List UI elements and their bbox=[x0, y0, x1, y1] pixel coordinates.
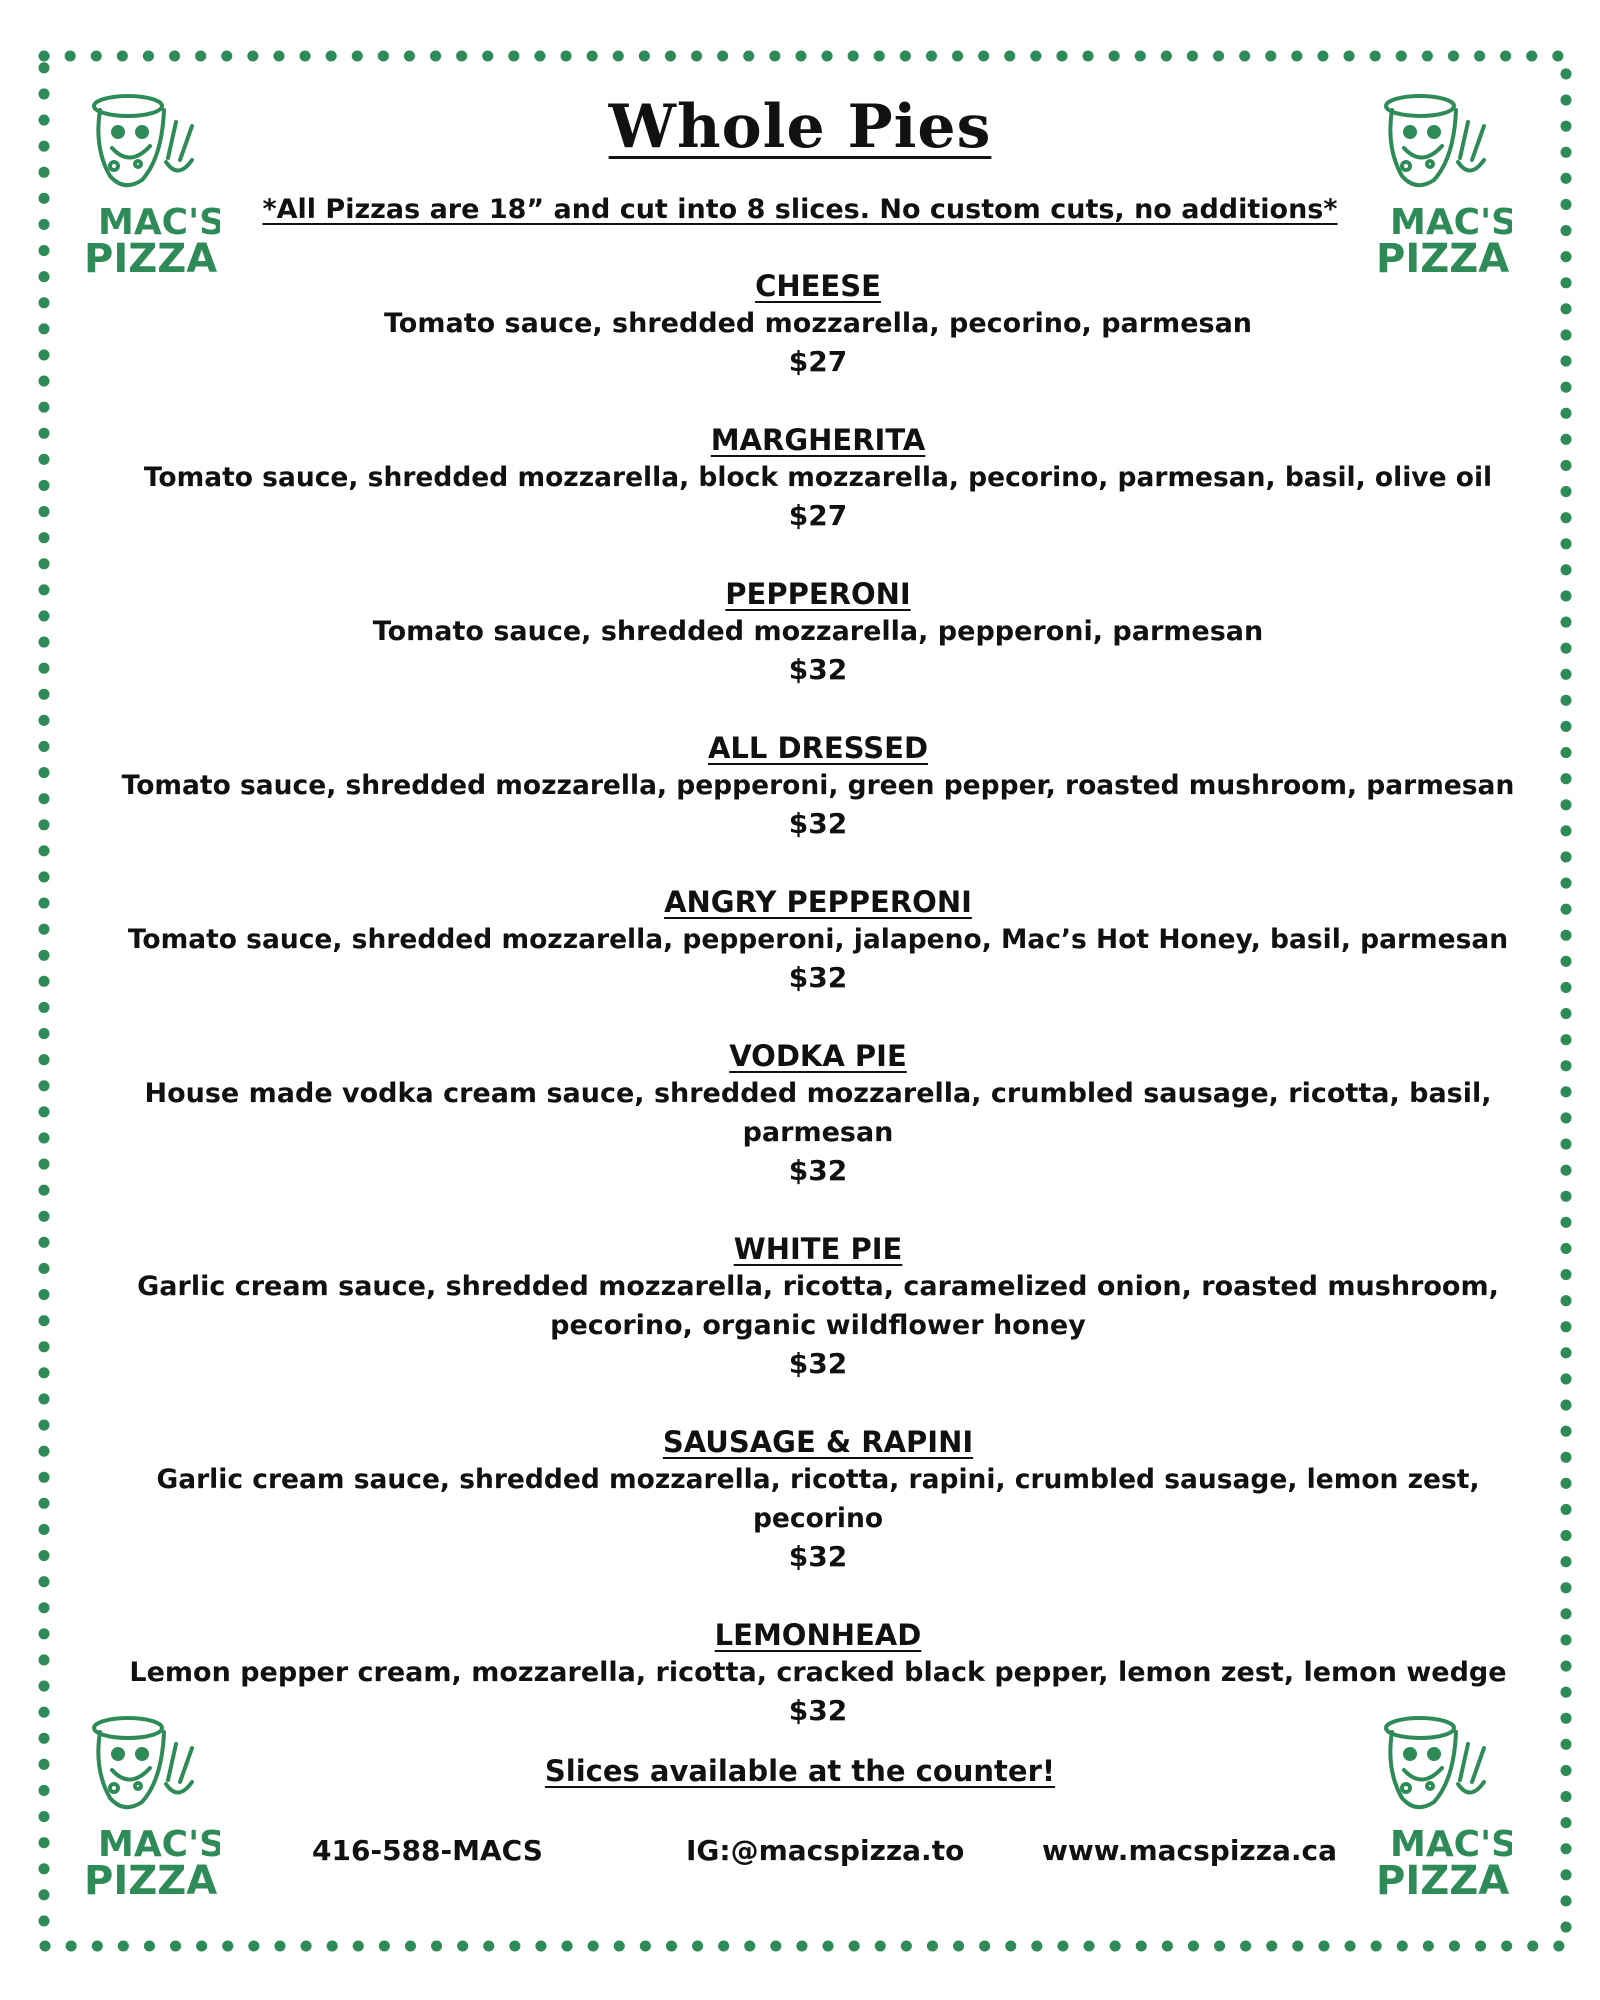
menu-item-price: $32 bbox=[788, 961, 848, 994]
menu-item-description: Tomato sauce, shredded mozzarella, pepperoni, green pepper, roasted mushroom, parmesan bbox=[121, 770, 1515, 801]
pizza-size-notice: *All Pizzas are 18” and cut into 8 slices. No custom cuts, no additions* bbox=[262, 194, 1338, 225]
menu-item-description: Garlic cream sauce, shredded mozzarella, ricotta, rapini, crumbled sausage, lemon zest, pecorino bbox=[156, 1464, 1480, 1534]
menu-item-price: $32 bbox=[788, 1154, 848, 1187]
instagram-handle: IG:@macspizza.to bbox=[686, 1834, 965, 1867]
menu-list bbox=[88, 268, 1548, 1771]
menu-item bbox=[88, 730, 1548, 843]
svg-text:MAC'S: MAC'S bbox=[1390, 1824, 1512, 1865]
menu-item bbox=[88, 1231, 1548, 1383]
menu-item-name: MARGHERITA bbox=[710, 423, 926, 457]
menu-item bbox=[88, 1038, 1548, 1190]
svg-text:PIZZA: PIZZA bbox=[1376, 236, 1510, 278]
menu-item-description: Tomato sauce, shredded mozzarella, pepperoni, jalapeno, Mac’s Hot Honey, basil, parmesan bbox=[127, 924, 1509, 955]
menu-item bbox=[88, 268, 1548, 381]
menu-item bbox=[88, 422, 1548, 535]
svg-text:MAC'S: MAC'S bbox=[98, 1824, 220, 1865]
slices-note: Slices available at the counter! bbox=[544, 1754, 1056, 1788]
menu-item-description: Tomato sauce, shredded mozzarella, block mozzarella, pecorino, parmesan, basil, olive oil bbox=[143, 462, 1493, 493]
menu-item-description: Tomato sauce, shredded mozzarella, pecorino, parmesan bbox=[383, 308, 1253, 339]
menu-item bbox=[88, 884, 1548, 997]
menu-item-name: LEMONHEAD bbox=[714, 1618, 922, 1652]
phone-number: 416-588-MACS bbox=[312, 1834, 543, 1867]
menu-item-price: $32 bbox=[788, 653, 848, 686]
menu-item-name: ANGRY PEPPERONI bbox=[664, 885, 972, 919]
svg-text:MAC'S: MAC'S bbox=[98, 202, 220, 243]
menu-item-name: ALL DRESSED bbox=[707, 731, 929, 765]
menu-item-price: $32 bbox=[788, 1540, 848, 1573]
menu-item-price: $32 bbox=[788, 807, 848, 840]
svg-text:PIZZA: PIZZA bbox=[84, 236, 218, 278]
menu-item-name: VODKA PIE bbox=[729, 1039, 907, 1073]
svg-text:PIZZA: PIZZA bbox=[1376, 1858, 1510, 1900]
website-url: www.macspizza.ca bbox=[1042, 1834, 1338, 1867]
svg-text:MAC'S: MAC'S bbox=[1390, 202, 1512, 243]
menu-item-name: SAUSAGE & RAPINI bbox=[662, 1425, 974, 1459]
menu-item-name: WHITE PIE bbox=[733, 1232, 903, 1266]
menu-item-name: CHEESE bbox=[755, 269, 881, 303]
menu-item bbox=[88, 1617, 1548, 1730]
svg-text:PIZZA: PIZZA bbox=[84, 1858, 218, 1900]
menu-item-description: Lemon pepper cream, mozzarella, ricotta, cracked black pepper, lemon zest, lemon wedge bbox=[129, 1657, 1507, 1688]
menu-item-description: House made vodka cream sauce, shredded mozzarella, crumbled sausage, ricotta, basil, parmesan bbox=[144, 1078, 1492, 1148]
menu-item-name: PEPPERONI bbox=[725, 577, 911, 611]
page-title: Whole Pies bbox=[608, 92, 992, 162]
menu-item bbox=[88, 576, 1548, 689]
menu-item-price: $32 bbox=[788, 1694, 848, 1727]
menu-item-price: $27 bbox=[788, 345, 848, 378]
menu-item-price: $32 bbox=[788, 1347, 848, 1380]
menu-item bbox=[88, 1424, 1548, 1576]
menu-item-price: $27 bbox=[788, 499, 848, 532]
menu-item-description: Garlic cream sauce, shredded mozzarella, ricotta, caramelized onion, roasted mushroom, pecorino, organic wildflower honey bbox=[137, 1271, 1499, 1341]
menu-item-description: Tomato sauce, shredded mozzarella, pepperoni, parmesan bbox=[372, 616, 1264, 647]
